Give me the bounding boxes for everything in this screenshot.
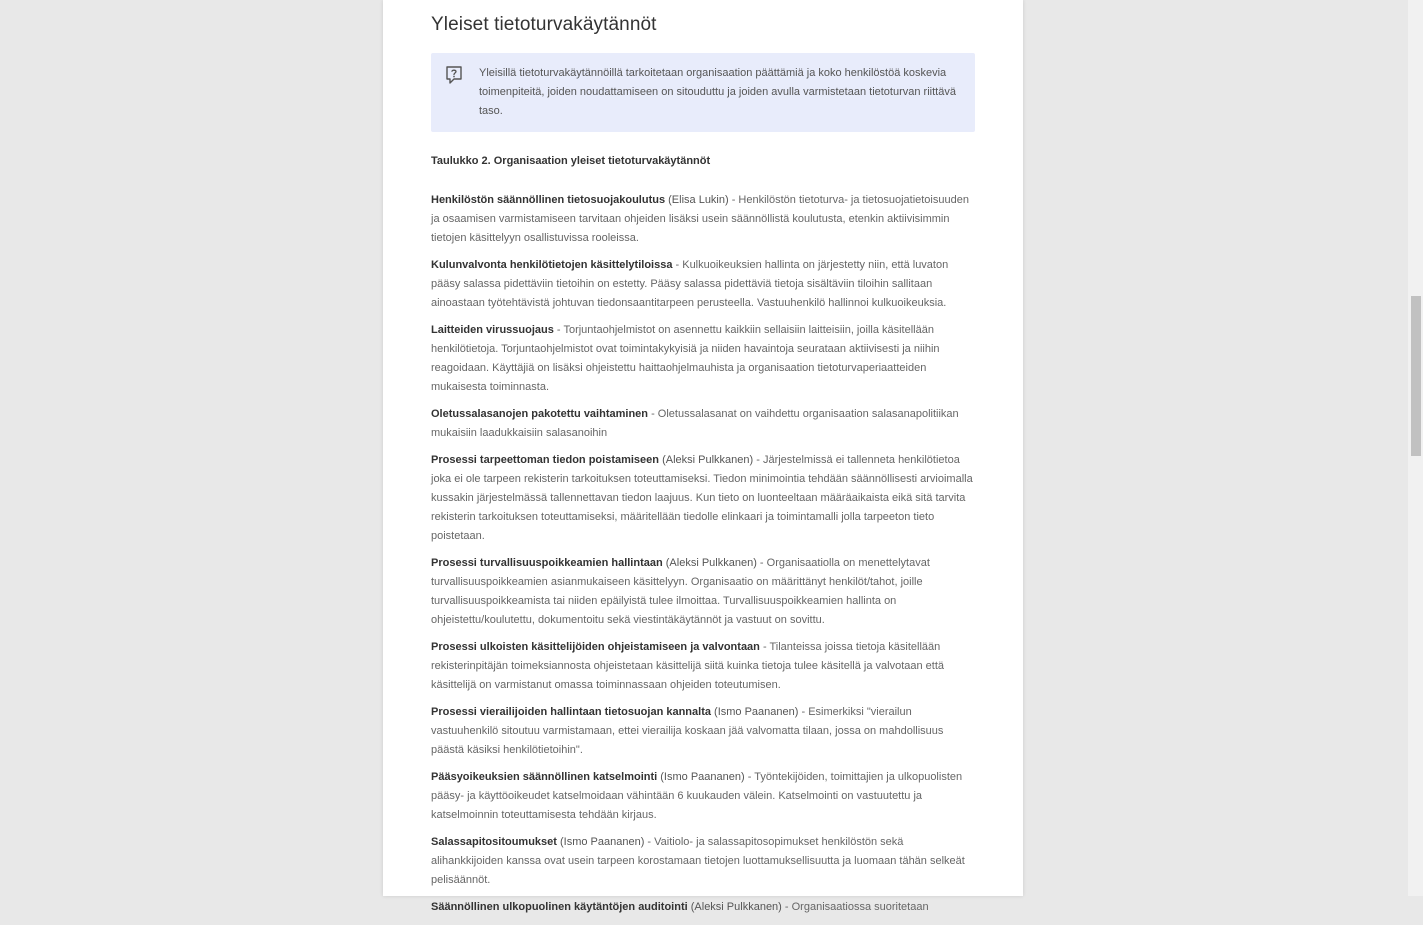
- item-description: - Oletussalasanat on vaihdettu organisaation salasanapolitiikan mukaisiin laadukkaisiin salasanoihin: [431, 408, 959, 439]
- item-description: - Torjuntaohjelmistot on asennettu kaikkiin sellaisiin laitteisiin, joilla käsitellään henkilötietoja. Torjuntaohjelmistot ovat toimintakykyisiä ja niiden havaintoja seurataan aktiivisesti ja niihin reagoidaan. Käyttäjiä on lisäksi ohjeistettu haittaohjelmauhista ja organisaation tietoturvaperiaatteiden mukaisesta toiminnasta.: [431, 324, 940, 393]
- item-description: - Järjestelmissä ei tallenneta henkilötietoa joka ei ole tarpeen rekisterin tarkoituksen toteuttamiseksi. Tiedon minimointia tehdään säännöllisesti arvioimalla kussakin järjestelmässä tallennettavan tiedon laajuus. Kun tieto on luonteeltaan määräaikaista eikä sitä tarvita rekisterin tarkoituksen toteuttamiseksi, määritellään tiedolle elinkaari ja toimintamalli jolla tarpeeton tieto poistetaan.: [431, 454, 973, 542]
- item-title: Henkilöstön säännöllinen tietosuojakoulutus: [431, 194, 666, 206]
- vertical-scrollbar[interactable]: [1408, 0, 1423, 896]
- table-caption: Taulukko 2. Organisaation yleiset tietoturvakäytännöt: [431, 155, 711, 167]
- item-title: Pääsyoikeuksien säännöllinen katselmointi: [431, 771, 658, 783]
- list-item: [431, 191, 975, 248]
- document-content: [431, 12, 975, 925]
- list-item: [431, 768, 975, 825]
- list-item: [431, 638, 975, 695]
- list-item: [431, 256, 975, 313]
- practices-list: [431, 191, 975, 917]
- document-page: [383, 0, 1023, 913]
- item-title: Salassapitositoumukset: [431, 836, 557, 848]
- item-description: - Kulkuoikeuksien hallinta on järjestetty niin, että luvaton pääsy salassa pidettäviin tietoihin on estetty. Pääsy salassa pidettäviä tietoja sisältäviin tiloihin sallitaan ainoastaan työtehtävistä johtuvan tiedonsaantitarpeen perusteella. Vastuuhenkilö hallinnoi kulkuoikeuksia.: [431, 259, 949, 309]
- item-description: - Organisaatiolla on menettelytavat turvallisuuspoikkeamien asianmukaiseen käsittelyyn. Organisaatio on määrittänyt henkilöt/tahot, joille turvallisuuspoikkeamista tai niiden epäilyistä tulee ilmoittaa. Turvallisuuspoikkeamien hallinta on ohjeistettu/koulutettu, dokumentoitu sekä viestintäkäytännöt ja vastuut on sovittu.: [431, 557, 930, 626]
- scrollbar-thumb[interactable]: [1411, 296, 1421, 456]
- item-description: - Organisaatiossa suoritetaan: [781, 901, 929, 913]
- item-description: - Vaitiolo- ja salassapitosopimukset henkilöstön sekä alihankkijoiden kanssa ovat usein tarpeen korostamaan tietojen luottamuksellisuutta ja luomaan tähän selkeät pelisäännöt.: [431, 836, 965, 886]
- info-box: [431, 53, 975, 132]
- item-owner: (Ismo Paananen): [556, 836, 645, 848]
- item-title: Prosessi tarpeettoman tiedon poistamiseen: [431, 454, 660, 466]
- item-owner: (Aleksi Pulkkanen): [687, 901, 782, 913]
- list-item: [431, 898, 975, 917]
- list-item: [431, 405, 975, 443]
- list-item: [431, 451, 975, 546]
- list-item: [431, 703, 975, 760]
- list-item: [431, 833, 975, 890]
- item-title: Prosessi turvallisuuspoikkeamien hallintaan: [431, 557, 663, 569]
- list-item: [431, 554, 975, 630]
- item-owner: (Elisa Lukin): [665, 194, 729, 206]
- item-owner: (Aleksi Pulkkanen): [659, 454, 754, 466]
- list-item: [431, 321, 975, 397]
- help-speech-bubble-icon: [445, 65, 463, 85]
- item-title: Kulunvalvonta henkilötietojen käsittelytiloissa: [431, 259, 673, 271]
- item-title: Laitteiden virussuojaus: [431, 324, 554, 336]
- item-description: - Henkilöstön tietoturva- ja tietosuojatietoisuuden ja osaamisen varmistamiseen tarvitaan ohjeiden lisäksi usein säännöllistä koulutusta, etenkin aktiivisimmin tietojen käsittelyyn osallistuvissa rooleissa.: [431, 194, 969, 244]
- item-title: Prosessi ulkoisten käsittelijöiden ohjeistamiseen ja valvontaan: [431, 641, 760, 653]
- item-owner: (Aleksi Pulkkanen): [662, 557, 757, 569]
- item-title: Prosessi vierailijoiden hallintaan tietosuojan kannalta: [431, 706, 711, 718]
- item-title: Säännöllinen ulkopuolinen käytäntöjen auditointi: [431, 901, 688, 913]
- section-title: Yleiset tietoturvakäytännöt: [431, 14, 657, 35]
- item-owner: (Ismo Paananen): [710, 706, 799, 718]
- item-description: - Tilanteissa joissa tietoja käsitellään rekisterinpitäjän toimeksiannosta ohjeistetaan käsittelijä siitä kuinka tietoja tulee käsitellä ja valvotaan että käsittelijä on varmistanut omassa toiminnassaan ohjeiden toteutumisen.: [431, 641, 945, 691]
- item-owner: (Ismo Paananen): [657, 771, 745, 783]
- info-text: Yleisillä tietoturvakäytännöillä tarkoitetaan organisaation päättämiä ja koko henkilöstöä koskevia toimenpiteitä, joiden noudattamiseen on sitouduttu ja joiden avulla varmistetaan tietoturvan riittävä taso.: [479, 67, 956, 117]
- item-description: - Työntekijöiden, toimittajien ja ulkopuolisten pääsy- ja käyttöoikeudet katselmoidaan vähintään 6 kuukauden välein. Katselmointi on vastuutettu ja katselmoinnin toteuttamisesta tehdään kirjaus.: [431, 771, 963, 821]
- item-description: - Esimerkiksi "vierailun vastuuhenkilö sitoutuu varmistamaan, ettei vierailija koskaan jää valvomatta tilaan, jossa on mahdollisuus päästä käsiksi henkilötietoihin".: [431, 706, 944, 756]
- item-title: Oletussalasanojen pakotettu vaihtaminen: [431, 408, 649, 420]
